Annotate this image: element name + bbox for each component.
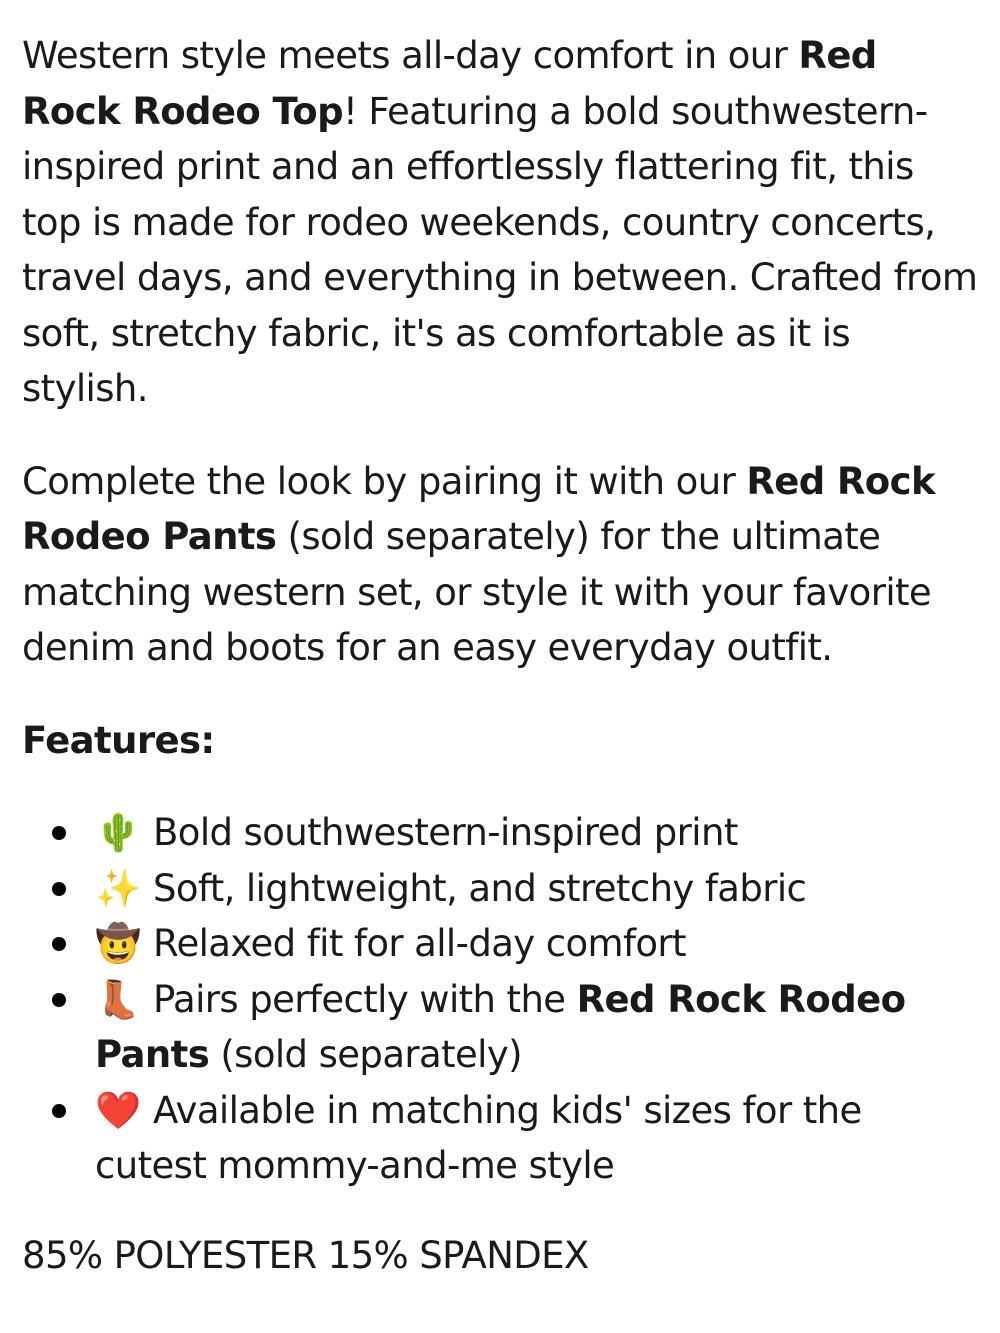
list-item xyxy=(22,805,978,861)
intro-product-name: Red Rock Rodeo Top xyxy=(22,34,877,133)
boot-icon: 👢 xyxy=(95,977,141,1021)
features-list xyxy=(22,805,978,1194)
feature-text: Soft, lightweight, and stretchy fabric xyxy=(153,866,807,910)
list-item xyxy=(22,861,978,917)
features-heading: Features: xyxy=(22,718,215,762)
feature-text: Relaxed fit for all-day comfort xyxy=(153,922,686,965)
intro-text-1: Western style meets all-day comfort in our xyxy=(22,34,799,77)
pairing-text-1: Complete the look by pairing it with our xyxy=(22,459,747,503)
intro-paragraph xyxy=(22,28,978,417)
red-heart-icon: ❤️ xyxy=(95,1088,141,1132)
feature-text: (sold separately) xyxy=(209,1033,522,1076)
sparkles-icon: ✨ xyxy=(95,866,141,910)
product-description xyxy=(22,28,978,1194)
feature-product-name: Red Rock Rodeo Pants xyxy=(95,977,906,1076)
cactus-icon: 🌵 xyxy=(95,811,141,854)
list-item xyxy=(22,972,978,1083)
pairing-paragraph xyxy=(22,454,978,676)
cowboy-face-icon: 🤠 xyxy=(95,922,141,965)
list-item xyxy=(22,1083,978,1194)
fabric-composition: 85% POLYESTER 15% SPANDEX xyxy=(22,1234,589,1277)
pairing-product-name: Red Rock Rodeo Pants xyxy=(22,459,935,558)
feature-text: Available in matching kids' sizes for the cutest mommy-and-me style xyxy=(95,1088,862,1187)
feature-text: Pairs perfectly with the xyxy=(153,977,577,1021)
pairing-text-2: (sold separately) for the ultimate matching western set, or style it with your favorite denim and boots for an easy everyday outfit. xyxy=(22,515,932,669)
intro-text-2: ! Featuring a bold southwestern-inspired print and an effortlessly flattering fit, this top is made for rodeo weekends, country concerts, travel days, and everything in between. Crafted from soft, stretchy fabric, it's as comfortable as it is stylish. xyxy=(22,89,978,410)
list-item xyxy=(22,916,978,972)
feature-text: Bold southwestern-inspired print xyxy=(153,811,738,854)
